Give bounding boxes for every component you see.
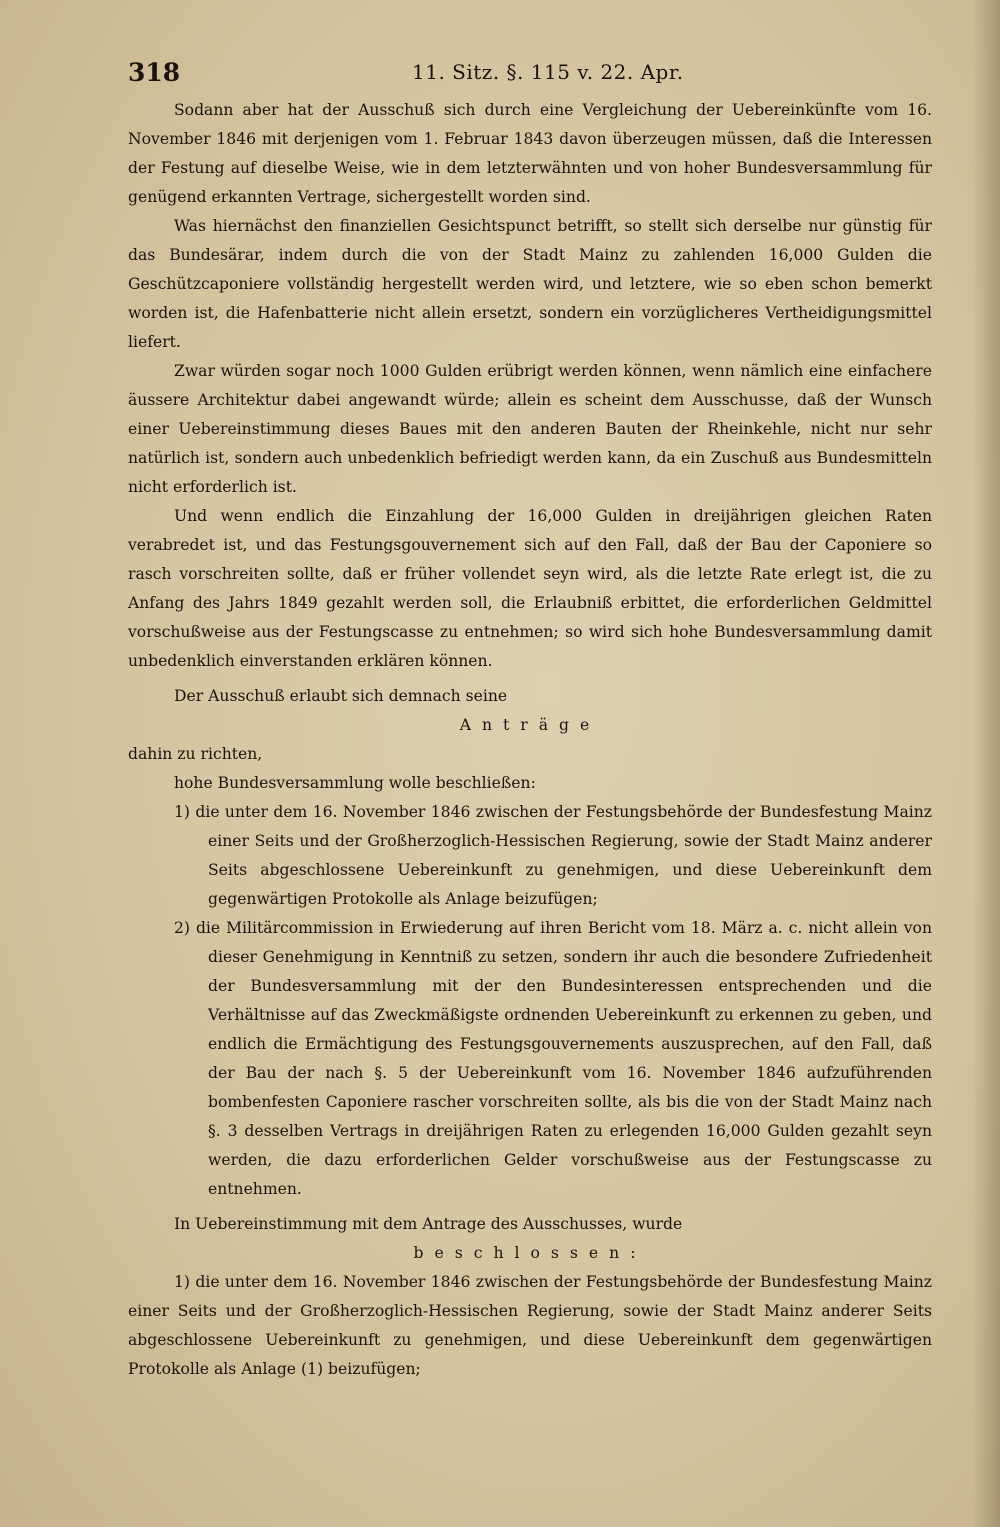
list-item-1: 1) die unter dem 16. November 1846 zwischen der Festungsbehörde der Bundesfestung Mainz einer Seits und der Großherzoglich-Hessischen Regierung, sowie der Stadt Mainz anderer Seits abgeschlossene Uebereinkunft zu genehmigen, und diese Uebereinkunft dem gegenwärtigen Protokolle als Anlage beizufügen; [174, 803, 932, 908]
paragraph-6: dahin zu richten, [128, 745, 263, 763]
page-edge-shadow [972, 0, 1000, 1527]
paragraph-7: hohe Bundesversammlung wolle beschließen: [174, 774, 536, 792]
paragraph-4: Und wenn endlich die Einzahlung der 16,000 Gulden in dreijährigen gleichen Raten verabredet ist, und das Festungsgouvernement sich auf den Fall, daß der Bau der Caponiere so rasch vorschreiten sollte, daß er früher vollendet seyn wird, als die letzte Rate erlegt ist, die zu Anfang des Jahrs 1849 gezahlt werden soll, die Erlaubniß erbittet, die erforderlichen Geldmittel vorschußweise aus der Festungscasse zu entnehmen; so wird sich hohe Bundesversammlung damit unbedenklich einverstanden erklären können. [128, 507, 932, 670]
paragraph-3: Zwar würden sogar noch 1000 Gulden erübrigt werden können, wenn nämlich eine einfachere äussere Architektur dabei angewandt würde; allein es scheint dem Ausschusse, daß der Wunsch einer Uebereinstimmung dieses Baues mit den anderen Bauten der Rheinkehle, nicht nur sehr natürlich ist, sondern auch unbedenklich befriedigt werden kann, da ein Zuschuß aus Bundesmitteln nicht erforderlich ist. [128, 362, 932, 496]
page-number: 318 [128, 58, 181, 87]
antraege-heading: Anträge [459, 716, 601, 734]
paragraph-5: Der Ausschuß erlaubt sich demnach seine [174, 687, 508, 705]
page-content [128, 52, 932, 1384]
resolution-item-1: 1) die unter dem 16. November 1846 zwischen der Festungsbehörde der Bundesfestung Mainz einer Seits und der Großherzoglich-Hessischen Regierung, sowie der Stadt Mainz anderer Seits abgeschlossene Uebereinkunft zu genehmigen, und diese Uebereinkunft dem gegenwärtigen Protokolle als Anlage (1) beizufügen; [128, 1273, 932, 1378]
page-header [128, 52, 932, 96]
list-item-2: 2) die Militärcommission in Erwiederung auf ihren Bericht vom 18. März a. c. nicht allein von dieser Genehmigung in Kenntniß zu setzen, sondern ihr auch die besondere Zufriedenheit der Bundesversammlung mit der den Bundesinteressen entsprechenden und die Verhältnisse auf das Zweckmäßigste ordnenden Uebereinkunft zu erkennen zu geben, und endlich die Ermächtigung des Festungsgouvernements auszusprechen, auf den Fall, daß der Bau der nach §. 5 der Uebereinkunft vom 16. November 1846 aufzuführenden bombenfesten Caponiere rascher vorschreiten sollte, als bis die von der Stadt Mainz nach §. 3 desselben Vertrags in dreijährigen Raten zu erlegenden 16,000 Gulden gezahlt seyn werden, die dazu erforderlichen Gelder vorschußweise aus der Festungscasse zu entnehmen. [174, 919, 932, 1198]
running-title: 11. Sitz. §. 115 v. 22. Apr. [412, 60, 684, 84]
paragraph-1: Sodann aber hat der Ausschuß sich durch eine Vergleichung der Uebereinkünfte vom 16. November 1846 mit derjenigen vom 1. Februar 1843 davon überzeugen müssen, daß die Interessen der Festung auf dieselbe Weise, wie in dem letzterwähnten und von hoher Bundesversammlung für genügend erkannten Vertrage, sichergestellt worden sind. [128, 101, 932, 206]
paragraph-2: Was hiernächst den finanziellen Gesichtspunct betrifft, so stellt sich derselbe nur günstig für das Bundesärar, indem durch die von der Stadt Mainz zu zahlenden 16,000 Gulden die Geschützcaponiere vollständig hergestellt werden wird, und letztere, wie so eben schon bemerkt worden ist, die Hafenbatterie nicht allein ersetzt, sondern ein vorzüglicheres Vertheidigungsmittel liefert. [128, 217, 932, 351]
paragraph-8: In Uebereinstimmung mit dem Antrage des Ausschusses, wurde [174, 1215, 683, 1233]
beschlossen-heading: beschlossen: [413, 1244, 647, 1262]
